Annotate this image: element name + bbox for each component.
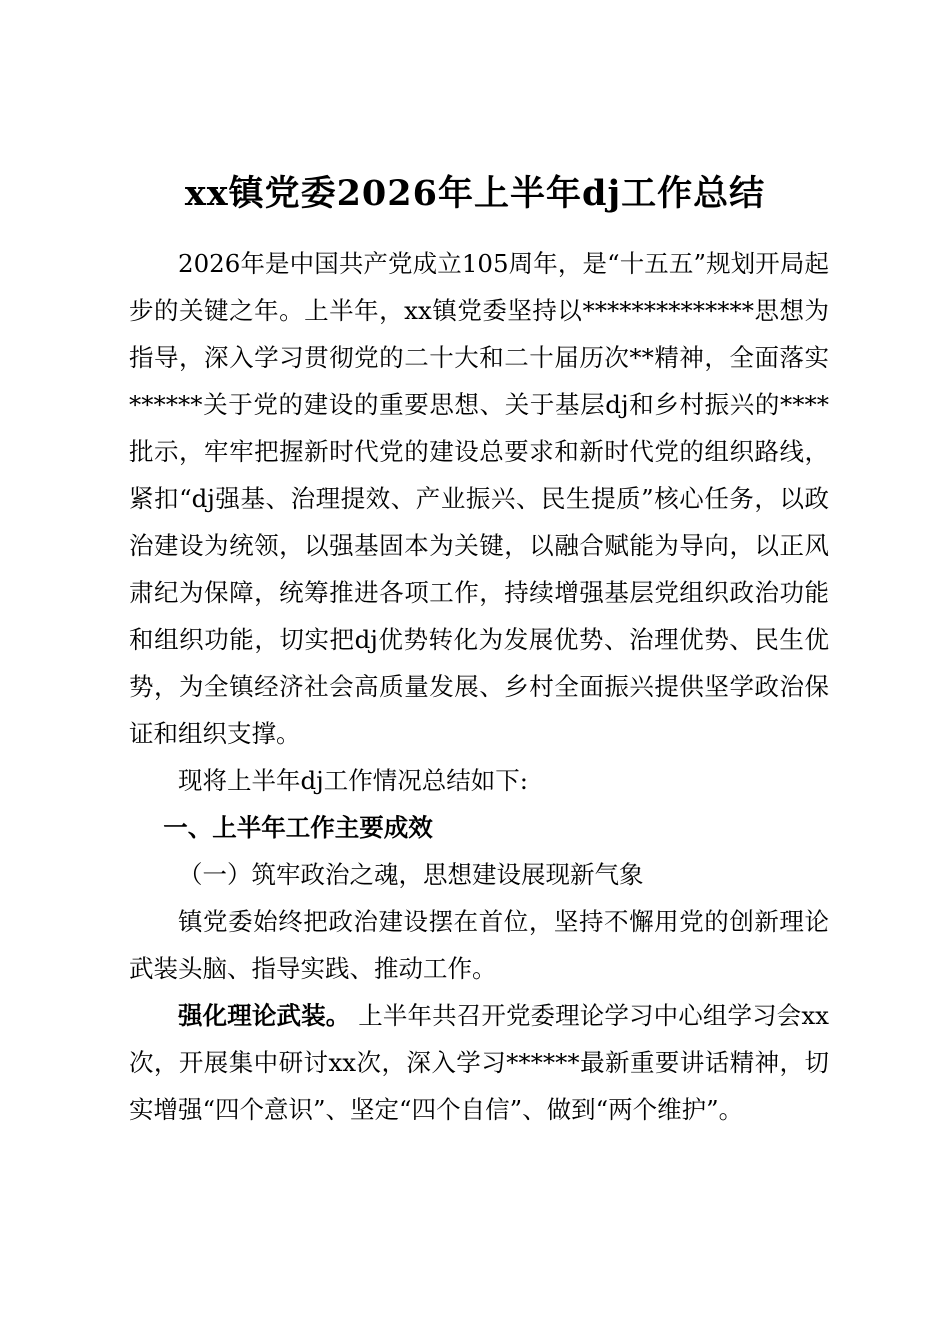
theory-lead: 强化理论武装。	[178, 1001, 351, 1030]
section-heading: 一、上半年工作主要成效	[163, 813, 433, 842]
document-title: xx镇党委2026年上半年dj工作总结	[184, 173, 766, 214]
intro-paragraph: 2026年是中国共产党成立105周年，是“十五五”规划开局起步的关键之年。上半年，xx镇党委坚持以**************思想为指导，深入学习贯彻党的二十大和二十届历次**精神，全面落实******关于党的建设的重要思想、关于基层dj和乡村振兴的****批示，牢牢把握新时代党的建设总要求和新时代党的组织路线，紧扣“dj强基、治理提效、产业振兴、民生提质”核心任务，以政治建设为统领，以强基固本为关键，以融合赋能为导向，以正风肃纪为保障，统筹推进各项工作，持续增强基层党组织政治功能和组织功能，切实把dj优势转化为发展优势、治理优势、民生优势，为全镇经济社会高质量发展、乡村全面振兴提供坚学政治保证和组织支撑。	[129, 249, 829, 748]
subsection-heading: （一）筑牢政治之魂，思想建设展现新气象	[178, 860, 644, 889]
document-body	[129, 240, 829, 1133]
summary-line: 现将上半年dj工作情况总结如下:	[178, 766, 529, 795]
subsection-paragraph: 镇党委始终把政治建设摆在首位，坚持不懈用党的创新理论武装头脑、指导实践、推动工作。	[129, 907, 829, 983]
theory-text: 上半年共召开党委理论学习中心组学习会xx次，开展集中研讨xx次，深入学习******最新重要讲话精神，切实增强“四个意识”、坚定“四个自信”、做到“两个维护”。	[129, 1001, 829, 1124]
theory-paragraph	[129, 992, 829, 1133]
